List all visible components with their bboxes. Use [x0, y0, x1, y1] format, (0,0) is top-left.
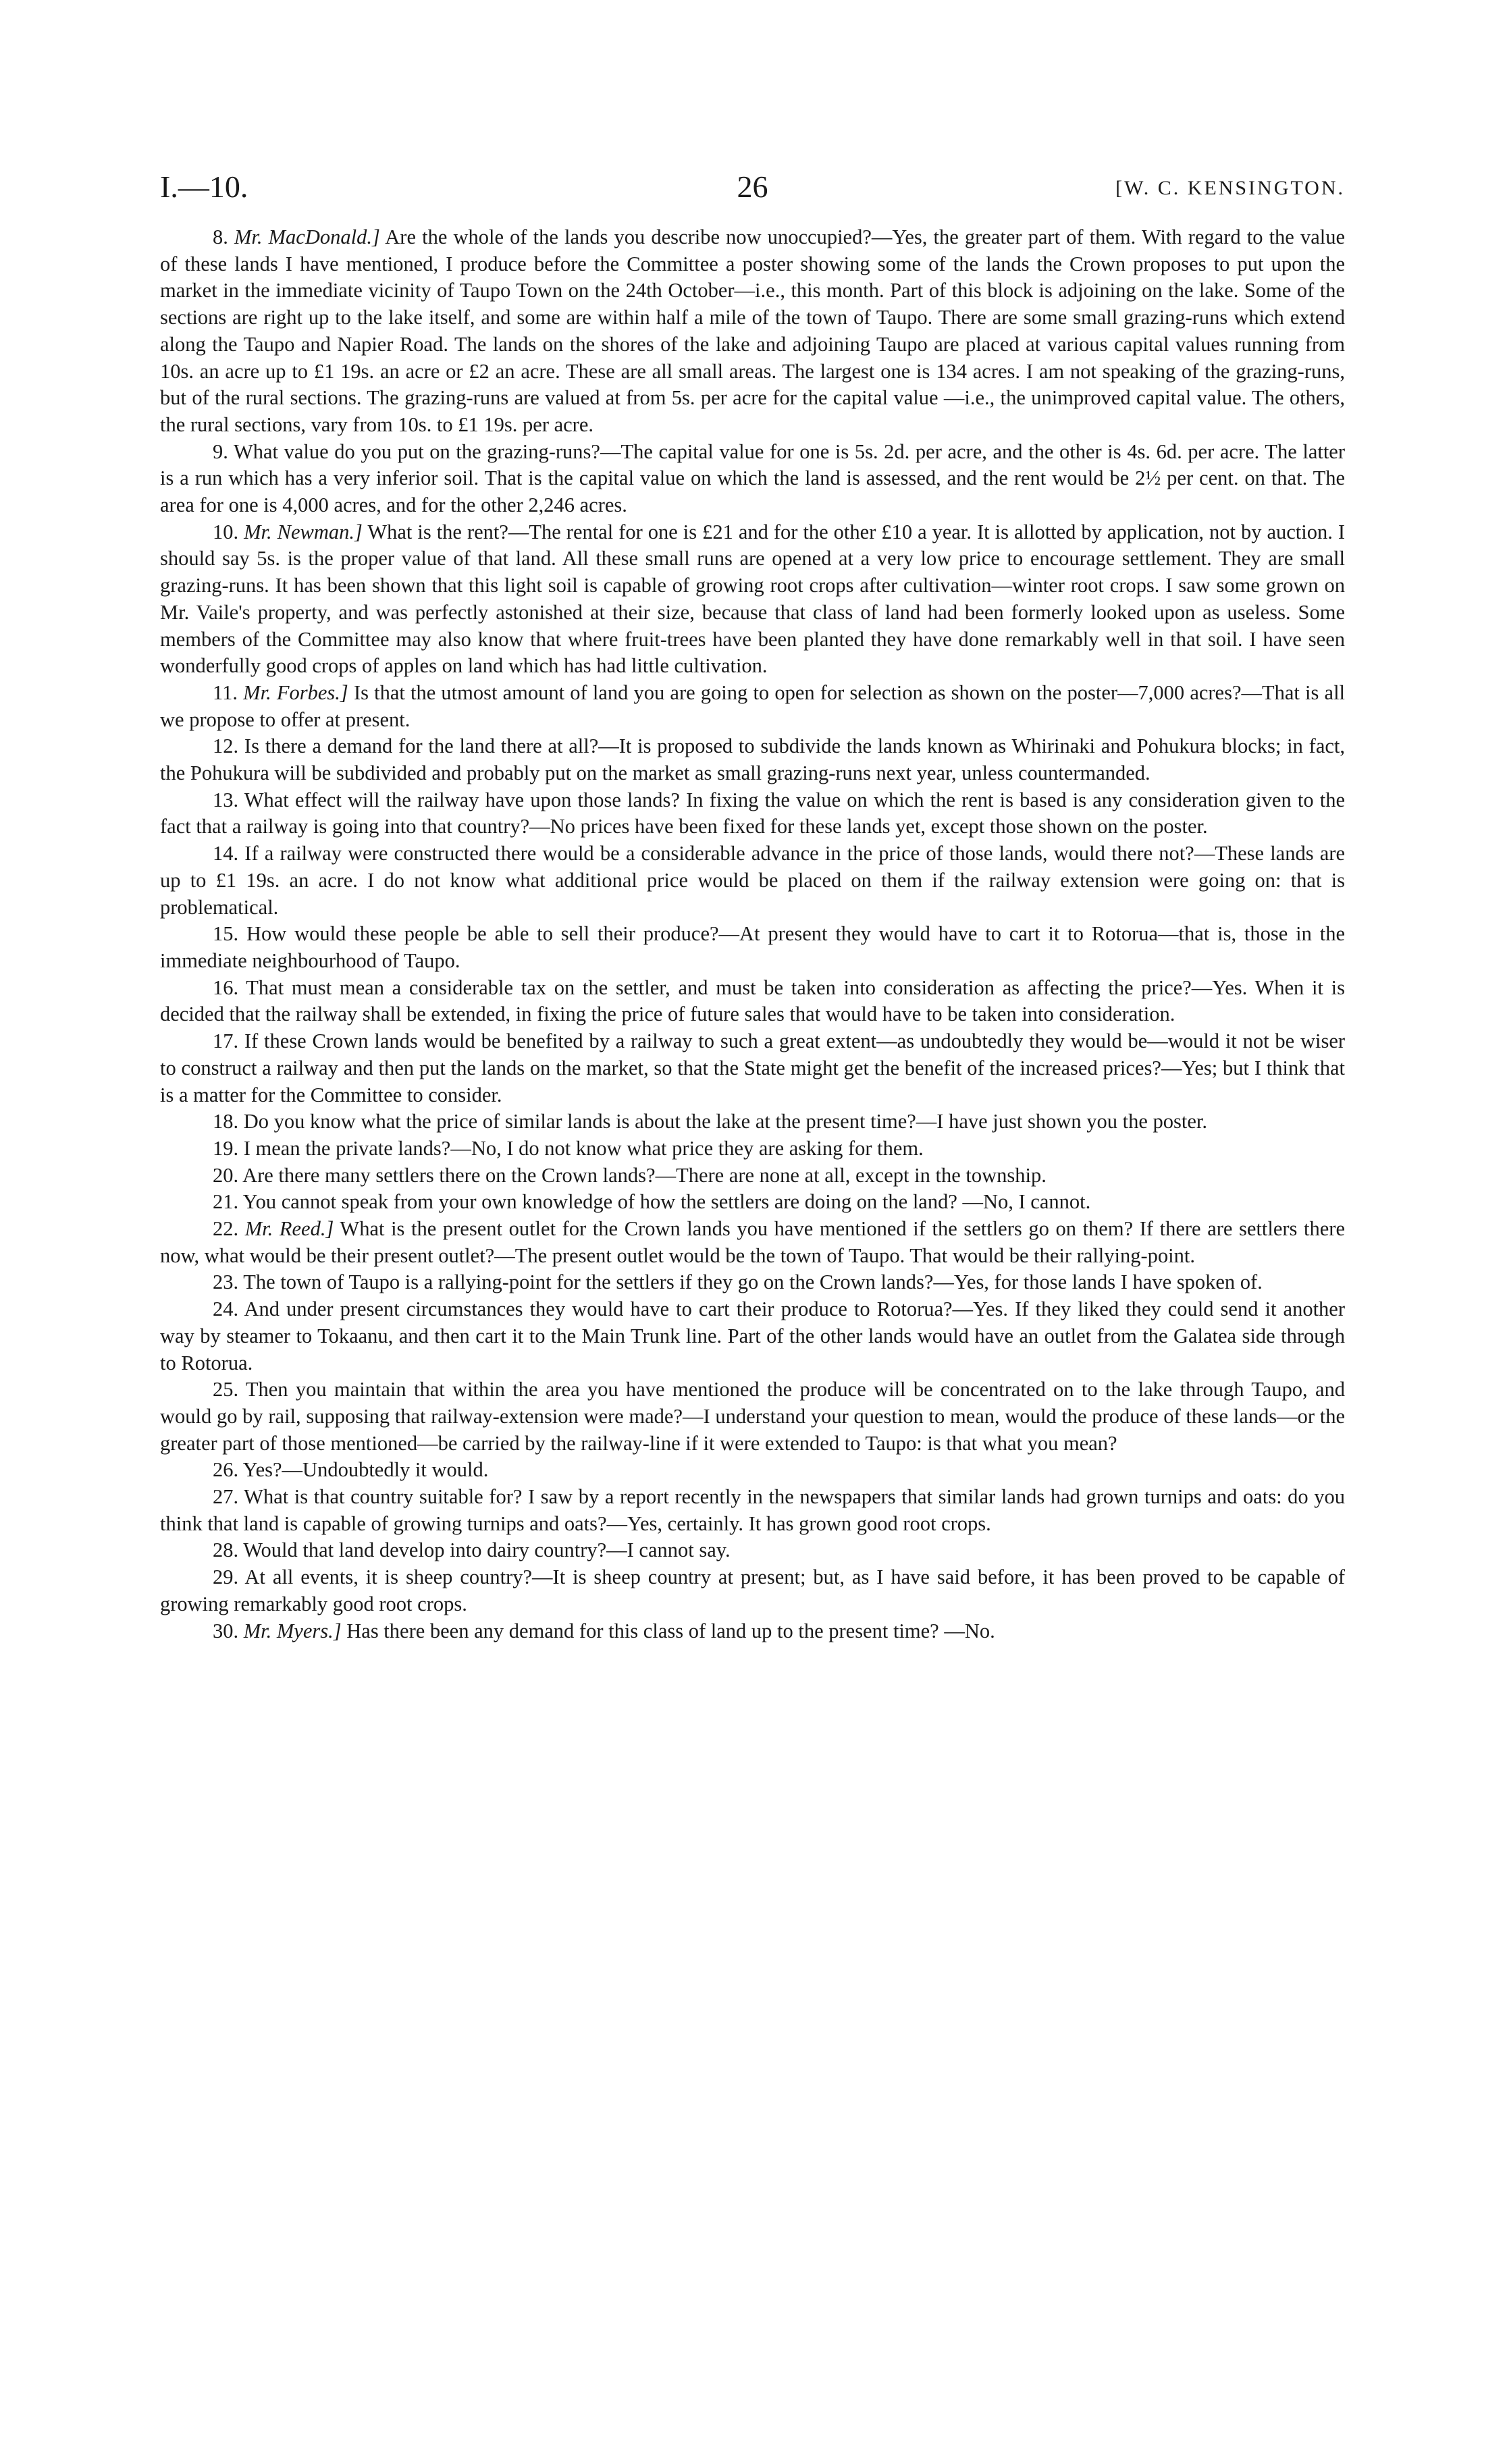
page-number: 26 [737, 169, 768, 204]
page-header [160, 169, 1345, 216]
question-text: If these Crown lands would be benefited by a railway to such a great extent—as undoubtedly they would be—would it not be wiser to construct a railway and then put the lands on the market, so that the State might get the benefit of the increased prices?—Yes; but I think that is a matter for the Committee to consider. [160, 1029, 1346, 1106]
question-text: I mean the private lands?—No, I do not know what price they are asking for them. [243, 1136, 924, 1160]
question-number: 17. [213, 1029, 239, 1053]
question-number: 16. [213, 975, 239, 999]
question-text: Are the whole of the lands you describe now unoccupied?—Yes, the greater part of them. With regard to the value of these lands I have mentioned, I produce before the Committee a poster showing some of the lands the Crown proposes to put upon the market in the immediate vicinity of Taupo Town on the 24th October—i.e., this month. Part of this block is adjoining on the lake. Some of the sections are right up to the lake itself, and some are within half a mile of the town of Taupo. There are some small grazing-runs which extend along the Taupo and Napier Road. The lands on the shores of the lake and adjoining Taupo are placed at various capital values running from 10s. an acre up to £1 19s. an acre or £2 an acre. These are all small areas. The largest one is 134 acres. I am not speaking of the grazing-runs, but of the rural sections. The grazing-runs are valued at from 5s. per acre for the capital value —i.e., the unimproved capital value. The others, the rural sections, vary from 10s. to £1 19s. per acre. [160, 225, 1345, 436]
question-paragraph [160, 1216, 1345, 1269]
question-paragraph [160, 1618, 1345, 1645]
question-text: What effect will the railway have upon those lands? In fixing the value on which the rent is based is any consideration given to the fact that a railway is going into that country?—No prices have been fixed for these lands yet, except those shown on the poster. [160, 788, 1345, 838]
question-text: How would these people be able to sell their produce?—At present they would have to cart it to Rotorua—that is, those in the immediate neighbourhood of Taupo. [160, 922, 1346, 972]
question-number: 10. [213, 520, 239, 543]
question-paragraph [160, 787, 1345, 840]
question-number: 9. [213, 439, 228, 463]
question-text: Is there a demand for the land there at all?—It is proposed to subdivide the lands known as Whirinaki and Pohukura blocks; in fact, the Pohukura will be subdivided and probably put on the market as small grazing-runs next year, unless countermanded. [160, 734, 1345, 785]
question-number: 27. [213, 1485, 239, 1509]
witness-name: [W. C. KENSINGTON. [1115, 177, 1345, 199]
question-paragraph [160, 1269, 1345, 1296]
speaker-name: Mr. Reed.] [244, 1217, 334, 1241]
question-paragraph [160, 1537, 1345, 1564]
question-text: Are there many settlers there on the Crown lands?—There are none at all, except in the township. [242, 1163, 1047, 1187]
question-number: 15. [213, 922, 239, 946]
question-paragraph [160, 1189, 1345, 1216]
evidence-body [160, 224, 1345, 1644]
question-number: 29. [213, 1565, 239, 1589]
question-paragraph [160, 840, 1345, 921]
question-number: 11. [213, 680, 238, 704]
question-number: 14. [213, 842, 239, 865]
question-paragraph [160, 921, 1345, 974]
question-number: 13. [213, 788, 239, 811]
document-page [160, 169, 1345, 1644]
speaker-name: Mr. Newman.] [244, 520, 363, 543]
question-paragraph [160, 1564, 1345, 1617]
question-paragraph [160, 1162, 1345, 1189]
question-number: 22. [213, 1217, 239, 1241]
question-text: What is the rent?—The rental for one is £21 and for the other £10 a year. It is allotted by application, not by auction. I should say 5s. is the proper value of that land. All these small runs are opened at a very low price to encourage settlement. They are small grazing-runs. It has been shown that this light soil is capable of growing root crops after cultivation—winter root crops. I saw some grown on Mr. Vaile's property, and was perfectly astonished at their size, because that class of land had been formerly looked upon as useless. Some members of the Committee may also know that where fruit-trees have been planted they have done remarkably well in that soil. I have seen wonderfully good crops of apples on land which has had little cultivation. [160, 520, 1346, 678]
question-paragraph [160, 519, 1345, 680]
question-number: 20. [213, 1163, 239, 1187]
question-number: 28. [213, 1538, 239, 1562]
question-paragraph [160, 1376, 1345, 1457]
question-text: And under present circumstances they would have to cart their produce to Rotorua?—Yes. If they liked they could send it another way by steamer to Tokaanu, and then cart it to the Main Trunk line. Part of the other lands would have an outlet from the Galatea side through to Rotorua. [160, 1297, 1345, 1374]
question-text: What is that country suitable for? I saw by a report recently in the newspapers that similar lands had grown turnips and oats: do you think that land is capable of growing turnips and oats?—Yes, certainly. It has grown good root crops. [160, 1485, 1346, 1535]
question-text: Is that the utmost amount of land you are going to open for selection as shown on the poster—7,000 acres?—That is all we propose to offer at present. [160, 680, 1346, 731]
question-text: That must mean a considerable tax on the settler, and must be taken into consideration as affecting the price?—Yes. When it is decided that the railway shall be extended, in fixing the price of future sales that would have to be taken into consideration. [160, 975, 1345, 1026]
report-reference: I.—10. [160, 169, 248, 204]
question-text: At all events, it is sheep country?—It is sheep country at present; but, as I have said before, it has been proved to be capable of growing remarkably good root crops. [160, 1565, 1345, 1615]
question-paragraph [160, 1457, 1345, 1484]
speaker-name: Mr. Myers.] [243, 1619, 342, 1642]
question-paragraph [160, 1108, 1345, 1135]
question-text: Then you maintain that within the area you have mentioned the produce will be concentrated on to the lake through Taupo, and would go by rail, supposing that railway-extension were made?—I understand your question to mean, would the produce of these lands—or the greater part of those mentioned—be carried by the railway-line if it were extended to Taupo: is that what you mean? [160, 1378, 1345, 1455]
question-text: What value do you put on the grazing-runs?—The capital value for one is 5s. 2d. per acre, and the other is 4s. 6d. per acre. The latter is a run which has a very inferior soil. That is the capital value on which the land is assessed, and the rent would be 2½ per cent. on that. The area for one is 4,000 acres, and for the other 2,246 acres. [160, 439, 1345, 517]
question-number: 23. [213, 1270, 239, 1294]
question-number: 25. [213, 1378, 239, 1401]
question-number: 12. [213, 734, 239, 758]
question-number: 24. [213, 1297, 239, 1321]
question-paragraph [160, 439, 1345, 519]
question-text: Do you know what the price of similar lands is about the lake at the present time?—I have just shown you the poster. [243, 1110, 1207, 1133]
question-number: 21. [213, 1190, 239, 1214]
question-text: If a railway were constructed there would be a considerable advance in the price of those lands, would there not?—These lands are up to £1 19s. an acre. I do not know what additional price would be placed on them if the railway extension were going on: that is problematical. [160, 842, 1345, 919]
question-text: Has there been any demand for this class of land up to the present time? —No. [346, 1619, 995, 1642]
question-paragraph [160, 1028, 1345, 1108]
question-paragraph [160, 680, 1345, 733]
question-paragraph [160, 1135, 1345, 1162]
question-paragraph [160, 224, 1345, 439]
question-number: 30. [213, 1619, 239, 1642]
question-text: You cannot speak from your own knowledge of how the settlers are doing on the land? —No, I cannot. [242, 1190, 1091, 1214]
question-number: 18. [213, 1110, 239, 1133]
question-number: 26. [213, 1458, 239, 1482]
question-paragraph [160, 733, 1345, 786]
question-number: 8. [213, 225, 228, 248]
question-number: 19. [213, 1136, 239, 1160]
speaker-name: Mr. Forbes.] [243, 680, 348, 704]
question-paragraph [160, 1484, 1345, 1537]
question-text: Yes?—Undoubtedly it would. [242, 1458, 489, 1482]
question-text: What is the present outlet for the Crown lands you have mentioned if the settlers go on them? If there are settlers there now, what would be their present outlet?—The present outlet would be the town of Taupo. That would be their rallying-point. [160, 1217, 1345, 1267]
question-text: The town of Taupo is a rallying-point for the settlers if they go on the Crown lands?—Yes, for those lands I have spoken of. [243, 1270, 1263, 1294]
question-paragraph [160, 975, 1345, 1028]
question-paragraph [160, 1296, 1345, 1376]
speaker-name: Mr. MacDonald.] [234, 225, 380, 248]
question-text: Would that land develop into dairy country?—I cannot say. [243, 1538, 731, 1562]
